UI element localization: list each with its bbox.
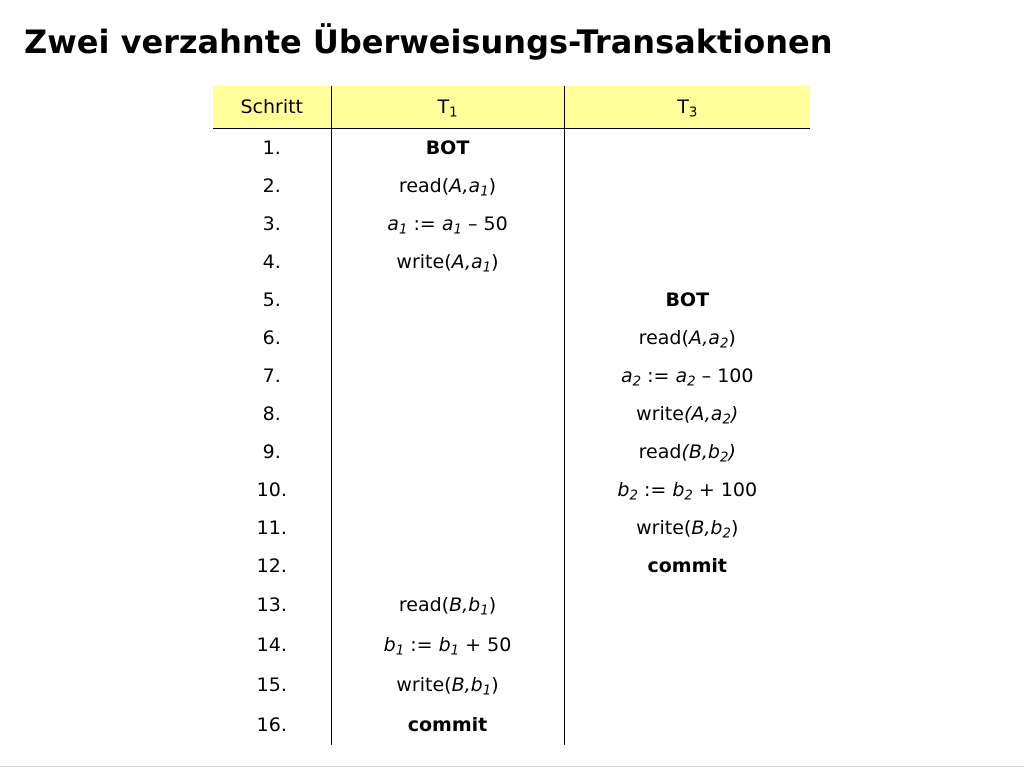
- t3-cell: [564, 665, 810, 705]
- t3-cell: [564, 705, 810, 745]
- t3-cell: BOT: [665, 289, 710, 311]
- t3-cell: [564, 585, 810, 625]
- step-cell: 3.: [213, 205, 331, 243]
- table-row: [213, 509, 810, 547]
- t3-cell: $b_2$ := $b_2 + 100$: [617, 479, 758, 504]
- column-header-t3: $T_3$: [564, 86, 810, 129]
- t1-cell: [331, 509, 564, 547]
- t1-cell: $read(B,b_1)$: [331, 585, 564, 625]
- step-cell: 13.: [213, 585, 331, 625]
- footer-divider: [0, 766, 1024, 767]
- t1-cell: BOT: [331, 129, 564, 168]
- t1-cell: [331, 319, 564, 357]
- table-row: [213, 433, 810, 471]
- t3-cell: [564, 129, 810, 168]
- table-row: [213, 205, 810, 243]
- step-cell: 12.: [213, 547, 331, 585]
- step-cell: 15.: [213, 665, 331, 705]
- table-row: [213, 665, 810, 705]
- t1-cell: commit: [331, 705, 564, 745]
- table-row: [213, 585, 810, 625]
- table-row: [213, 471, 810, 509]
- t3-cell: $a_2$ := $a_2 - 100$: [620, 365, 754, 390]
- t1-cell: [331, 281, 564, 319]
- step-cell: 4.: [213, 243, 331, 281]
- t1-cell: [331, 471, 564, 509]
- step-cell: 7.: [213, 357, 331, 395]
- table-row: [213, 705, 810, 745]
- table-row: [213, 167, 810, 205]
- table-row: [213, 281, 810, 319]
- t1-cell: [331, 433, 564, 471]
- step-cell: 9.: [213, 433, 331, 471]
- table-row: [213, 547, 810, 585]
- t3-cell: $write(A,a_2)$: [636, 403, 739, 428]
- t1-cell: $write(A,a_1)$: [331, 243, 564, 281]
- step-cell: 14.: [213, 625, 331, 665]
- step-cell: 1.: [213, 129, 331, 168]
- column-header-step: Schritt: [213, 86, 331, 129]
- transaction-schedule-table: [213, 86, 810, 745]
- t3-cell: [564, 243, 810, 281]
- t3-cell: [564, 167, 810, 205]
- t3-cell: $read(A,a_2)$: [638, 327, 736, 352]
- table-header-row: [213, 86, 810, 129]
- t3-cell: [564, 205, 810, 243]
- slide-title: Zwei verzahnte Überweisungs-Transaktionen: [24, 23, 833, 61]
- t3-cell: [564, 625, 810, 665]
- table-row: [213, 319, 810, 357]
- t1-cell: [331, 547, 564, 585]
- t1-cell: [331, 357, 564, 395]
- step-cell: 10.: [213, 471, 331, 509]
- step-cell: 8.: [213, 395, 331, 433]
- t3-cell: $read(B,b_2)$: [638, 441, 736, 466]
- table-row: [213, 129, 810, 168]
- table-row: [213, 357, 810, 395]
- table-row: [213, 395, 810, 433]
- step-cell: 2.: [213, 167, 331, 205]
- t1-cell: $read(A,a_1)$: [331, 167, 564, 205]
- table-row: [213, 243, 810, 281]
- t3-cell: commit: [647, 555, 727, 577]
- step-cell: 5.: [213, 281, 331, 319]
- step-cell: 16.: [213, 705, 331, 745]
- t3-cell: $write(B,b_2)$: [636, 517, 739, 542]
- step-cell: 6.: [213, 319, 331, 357]
- t1-cell: $b_1$ := $b_1 + 50$: [331, 625, 564, 665]
- t1-cell: [331, 395, 564, 433]
- table-row: [213, 625, 810, 665]
- t1-cell: $write(B,b_1)$: [331, 665, 564, 705]
- step-cell: 11.: [213, 509, 331, 547]
- column-header-t1: $T_1$: [331, 86, 564, 129]
- t1-cell: $a_1$ := $a_1 - 50$: [331, 205, 564, 243]
